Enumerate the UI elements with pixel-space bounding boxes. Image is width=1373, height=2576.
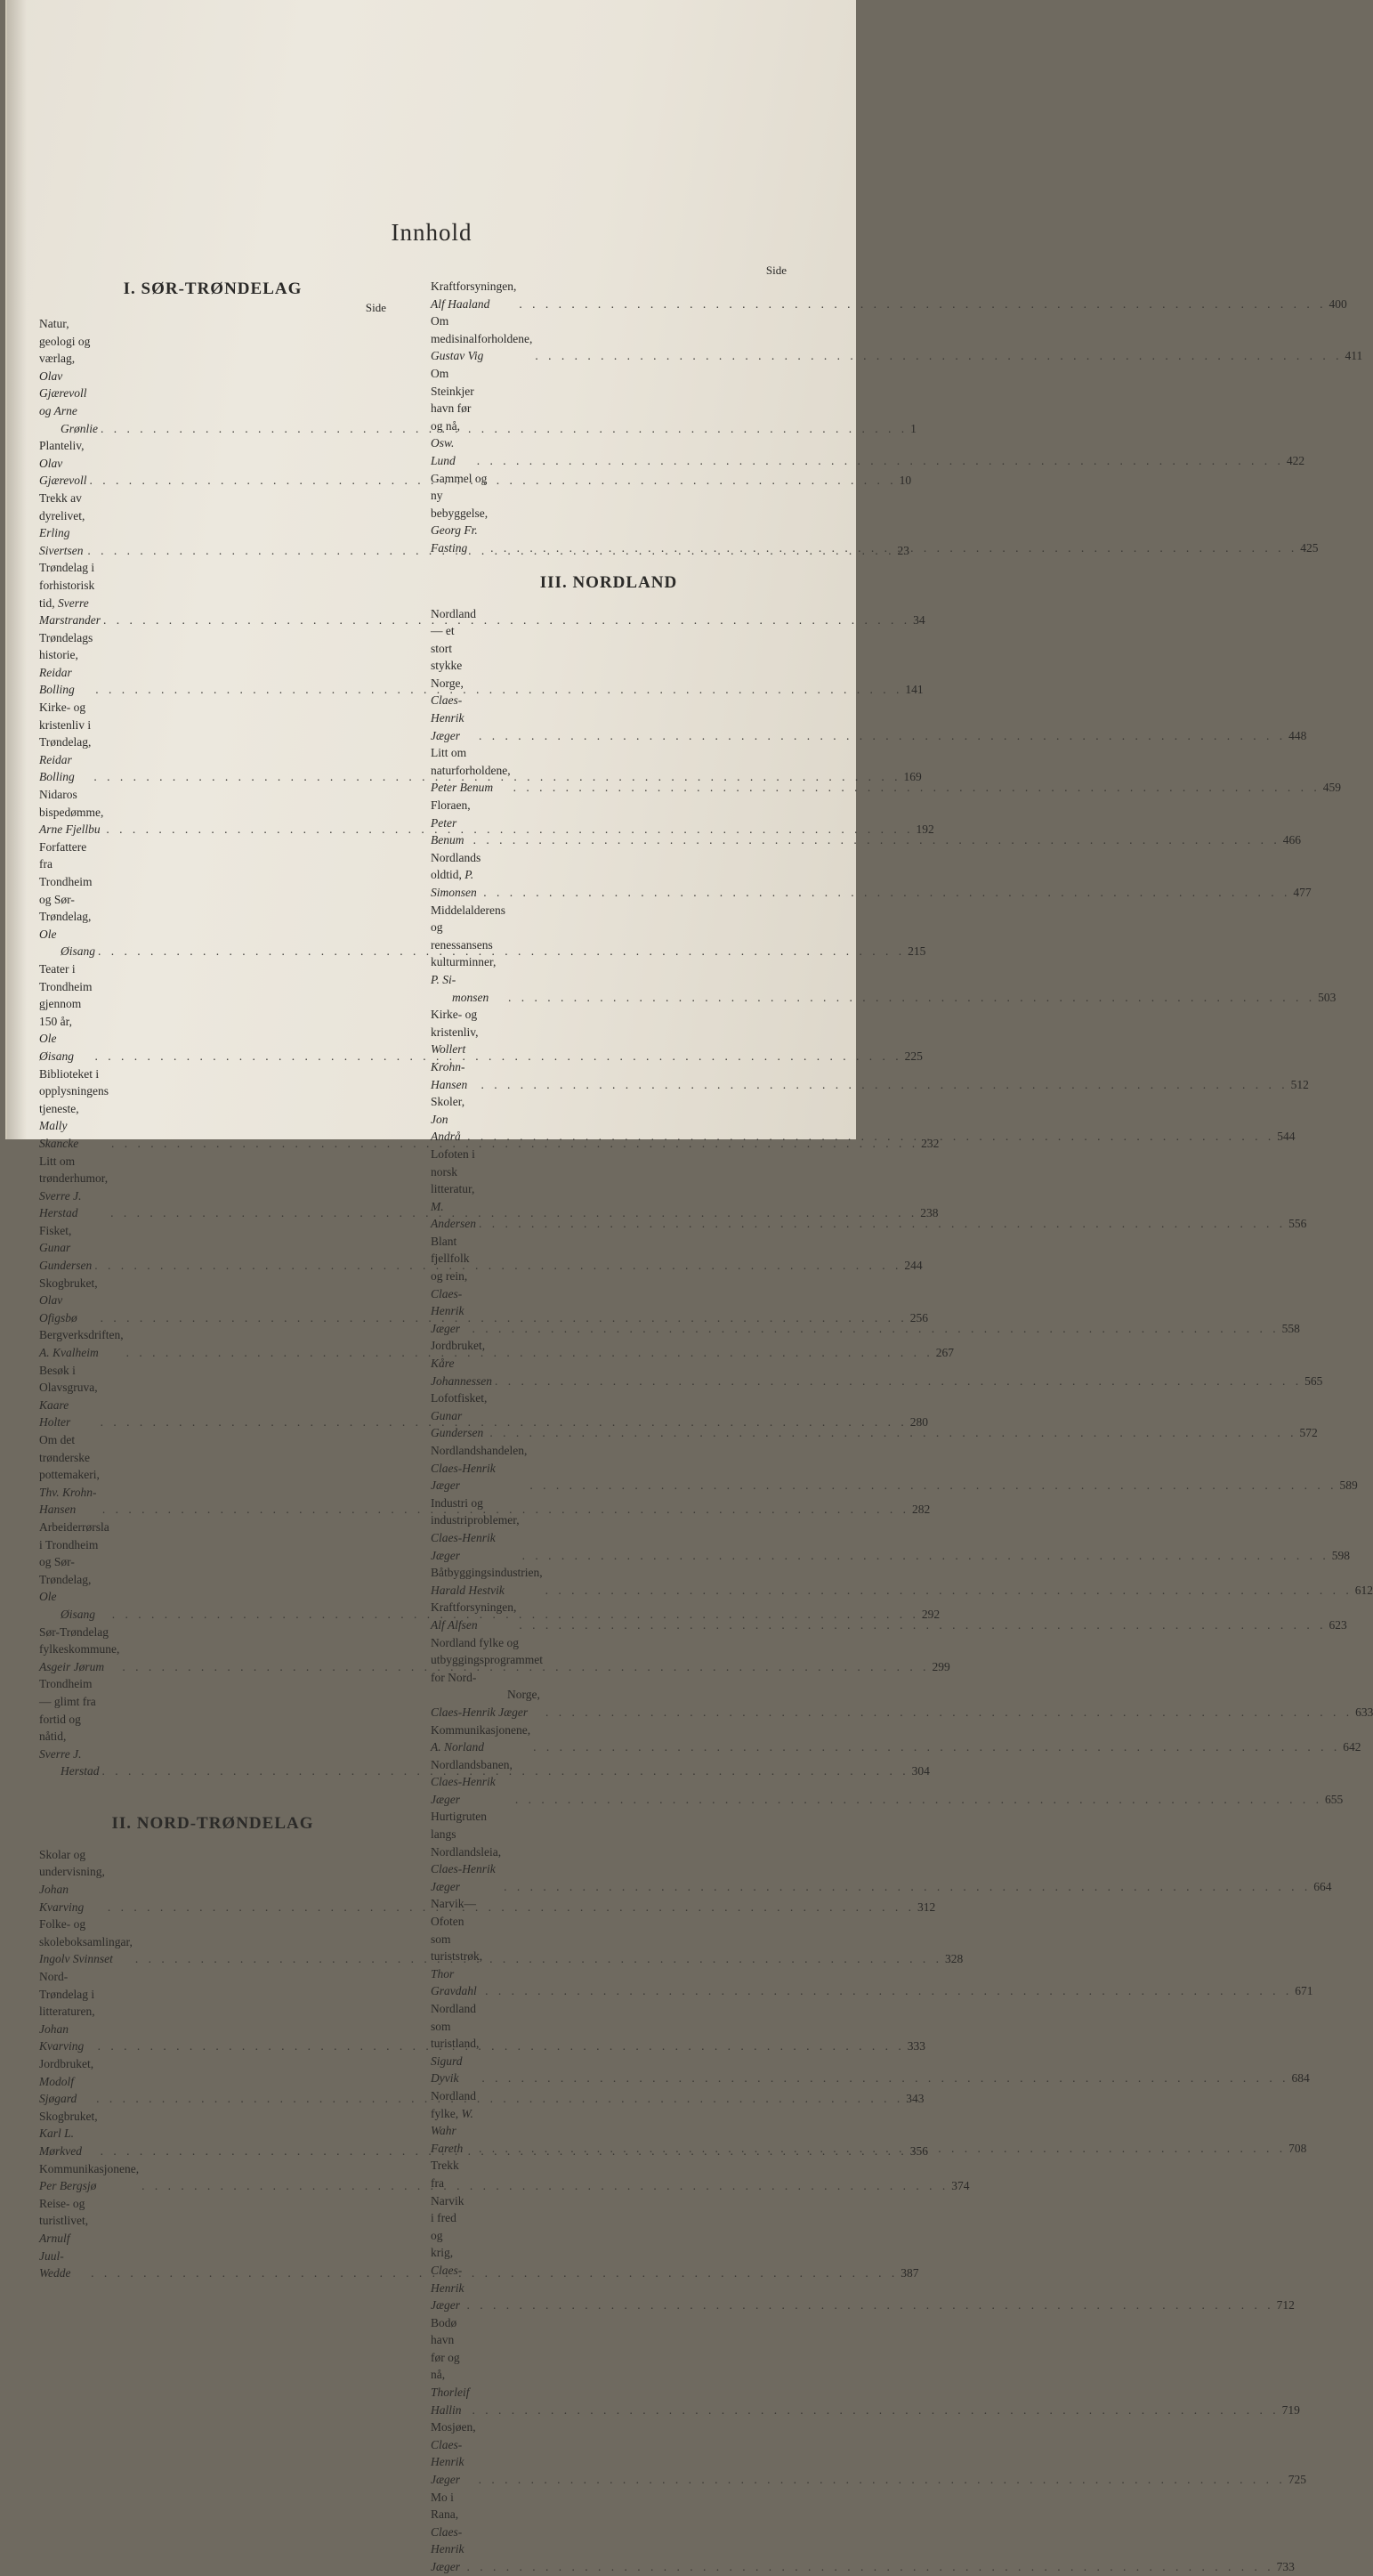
- side-label: Side: [365, 301, 386, 314]
- entry-author-continuation: Grønlie: [61, 421, 98, 435]
- entry-author: W. Wahr Fareth: [431, 2106, 473, 2155]
- entry-author: Olav Gjærevoll og Arne: [39, 369, 87, 417]
- entry-title: Nord-Trøndelag i litteraturen,: [39, 1970, 95, 2019]
- entry-page-number: 733: [1276, 2560, 1295, 2573]
- entry-title: Arbeiderrørsla i Trondheim og Sør-Trøndelag,: [39, 1519, 109, 1586]
- entry-page-number: 623: [1329, 1617, 1347, 1632]
- entry-page-number: 387: [901, 2266, 919, 2280]
- entry-title: Litt om naturforholdene,: [431, 746, 511, 777]
- dot-leader: [508, 989, 1315, 1007]
- entry-author-continuation: Øisang: [61, 1607, 96, 1621]
- entry-author-continuation: monsen: [452, 990, 489, 1004]
- entry-title: Lofotfisket,: [431, 1391, 488, 1405]
- entry-author: Johan Kvarving: [39, 1883, 85, 1914]
- entry-title: Trekk av dyrelivet,: [39, 490, 85, 522]
- entry-title: Nordlands oldtid,: [431, 850, 481, 882]
- entry-text-block: [431, 2314, 470, 2419]
- entry-author: Arnulf Juul-Wedde: [39, 2231, 71, 2280]
- entry-author-continuation: Herstad: [61, 1764, 100, 1778]
- entry-text-block: [431, 2000, 479, 2087]
- entry-title: Nordlandshandelen,: [431, 1444, 528, 1457]
- entry-page-number: 719: [1281, 2402, 1300, 2417]
- toc-entry: [431, 2418, 1306, 2488]
- entry-title: Narvik—Ofoten som turiststrøk,: [431, 1897, 483, 1964]
- entry-page-number: 141: [905, 683, 924, 697]
- dot-leader: [467, 1128, 1274, 1146]
- entry-text-block: [431, 2489, 464, 2576]
- entry-page-number: 556: [1288, 1217, 1307, 1231]
- dot-leader: [483, 884, 1290, 902]
- entry-page-number: 374: [951, 2179, 970, 2193]
- dot-leader: [485, 1982, 1292, 2000]
- entry-text-block: [431, 2087, 476, 2157]
- dot-leader: [504, 1878, 1311, 1896]
- toc-entry: [431, 1721, 1361, 1756]
- entry-text-block: [431, 470, 488, 557]
- entry-text-block: [431, 1599, 516, 1633]
- toc-entry: [431, 365, 1305, 470]
- entry-author: Thorleif Hallin: [431, 2386, 470, 2417]
- dot-leader: [515, 1791, 1322, 1809]
- entry-author: Ingolv Svinnset: [39, 1952, 113, 1966]
- entry-page-number: 459: [1322, 781, 1341, 795]
- entry-text-block: [431, 1756, 513, 1809]
- entry-author: Georg Fr. Fasting: [431, 523, 478, 555]
- entry-text-block: [39, 1431, 100, 1519]
- entry-text-block: [39, 1362, 98, 1431]
- dot-leader: [533, 1738, 1340, 1756]
- entry-text-block: [39, 699, 91, 786]
- dot-leader: [490, 539, 1297, 557]
- entry-page-number: 598: [1331, 1548, 1350, 1562]
- entry-page-number: 225: [904, 1049, 923, 1063]
- entry-title: Om det trønderske pottemakeri,: [39, 1433, 100, 1482]
- entry-author: Ole: [39, 1590, 57, 1604]
- entry-author: Claes-Henrik Jæger: [431, 2263, 464, 2313]
- dot-leader: [477, 452, 1284, 470]
- entry-title: Fisket,: [39, 1223, 72, 1237]
- entry-title: Nidaros bispedømme,: [39, 788, 104, 819]
- entry-title: Natur, geologi og værlag,: [39, 317, 91, 366]
- entry-page-number: 671: [1295, 1984, 1313, 1998]
- entry-title: Industri og industriproblemer,: [431, 1495, 520, 1527]
- entry-author: Sigurd Dyvik: [431, 2054, 463, 2086]
- entry-text-block: [39, 1968, 95, 2055]
- dot-leader: [479, 2471, 1286, 2489]
- entry-title: Blant fjellfolk og rein,: [431, 1234, 470, 1284]
- entry-page-number: 466: [1282, 833, 1301, 847]
- entry-text-block: [39, 1916, 133, 1968]
- entry-author: Thor Gravdahl: [431, 1966, 477, 1998]
- entry-title: Nordland fylke og utbyggingsprogrammet for Nord-: [431, 1635, 543, 1684]
- entry-author: Olav Gjærevoll: [39, 456, 87, 488]
- entry-title: Folke- og skoleboksamlingar,: [39, 1917, 133, 1948]
- entry-author: A. Kvalheim: [39, 1346, 99, 1360]
- entry-author: Reidar Bolling: [39, 752, 75, 784]
- dot-leader: [466, 2297, 1273, 2314]
- entry-page-number: 655: [1324, 1792, 1344, 1806]
- toc-entry: [431, 1564, 1373, 1599]
- entry-title: Trøndelags historie,: [39, 630, 93, 662]
- entry-page-number: 589: [1339, 1478, 1358, 1493]
- entry-author: Per Bergsjø: [39, 2179, 97, 2193]
- entry-title: Om medisinalforholdene,: [431, 314, 533, 345]
- entry-text-block: [431, 744, 511, 797]
- dot-leader: [479, 1215, 1286, 1233]
- entry-text-block: [431, 312, 532, 365]
- entry-author: M. Andersen: [431, 1199, 476, 1231]
- entry-page-number: 612: [1354, 1583, 1373, 1597]
- entry-title: Kirke- og kristenliv,: [431, 1008, 479, 1039]
- entry-page-number: 544: [1277, 1130, 1296, 1144]
- entry-text-block: [431, 902, 505, 1007]
- entry-text-block: [431, 1808, 501, 1895]
- toc-entry: [431, 312, 1363, 365]
- toc-entry: [431, 1442, 1358, 1495]
- entry-author: Erling Sivertsen: [39, 526, 84, 557]
- entry-text-block: [39, 559, 101, 628]
- entry-title-continuation: Norge,: [507, 1688, 540, 1702]
- entry-text-block: [39, 1675, 100, 1780]
- dot-leader: [481, 2070, 1288, 2087]
- dot-leader: [545, 1582, 1353, 1600]
- entry-text-block: [39, 1065, 109, 1153]
- entry-author: Claes-Henrik Jæger: [431, 1286, 464, 1335]
- entry-title: Besøk i Olavsgruva,: [39, 1363, 98, 1395]
- entry-title: Gammel og ny bebyggelse,: [431, 471, 489, 520]
- entry-title: Mo i Rana,: [431, 2490, 459, 2522]
- section-heading-sor-trondelag: I. SØR-TRØNDELAG: [123, 279, 303, 298]
- entry-page-number: 712: [1276, 2298, 1295, 2313]
- entry-author: Kaare Holter: [39, 1397, 71, 1430]
- entry-author: Olav Ofigsbø: [39, 1293, 77, 1324]
- entry-page-number: 684: [1291, 2071, 1310, 2086]
- entry-page-number: 477: [1293, 886, 1312, 899]
- entry-page-number: 328: [944, 1952, 964, 1966]
- entry-title: Kirke- og kristenliv i Trøndelag,: [39, 701, 92, 749]
- entry-author: Ole Øisang: [39, 1032, 75, 1063]
- entry-author: Peter Benum: [431, 781, 494, 795]
- entry-page-number: 708: [1288, 2141, 1307, 2155]
- entry-text-block: [39, 2055, 93, 2108]
- entry-page-number: 1: [910, 421, 917, 435]
- dot-leader: [466, 2558, 1273, 2576]
- entry-page-number: 312: [917, 1900, 936, 1914]
- toc-entry: [39, 2160, 970, 2195]
- entry-author: Alf Alfsen: [431, 1617, 478, 1632]
- entry-page-number: 292: [921, 1607, 941, 1621]
- entry-page-number: 215: [908, 944, 926, 959]
- entry-text-block: [39, 2195, 88, 2282]
- toc-entry: [431, 2314, 1300, 2419]
- entry-text-block: [39, 1222, 92, 1275]
- entry-title: Kommunikasjonene,: [39, 2161, 140, 2175]
- entry-title: Kraftforsyningen,: [431, 1600, 517, 1615]
- entry-text-block: [39, 2108, 98, 2160]
- entry-author: Jon Andrå: [431, 1112, 461, 1144]
- toc-entry: [431, 2489, 1295, 2576]
- entry-author: Peter Benum: [431, 815, 464, 847]
- entry-page-number: 411: [1345, 349, 1363, 363]
- entry-title: Nordland — et stort stykke Norge,: [431, 606, 476, 690]
- dot-leader: [479, 727, 1286, 745]
- dot-leader: [529, 1477, 1337, 1495]
- entry-title: Sør-Trøndelag fylkeskommune,: [39, 1624, 120, 1657]
- entry-author: Claes-Henrik Jæger: [431, 1862, 496, 1893]
- entry-title: Kommunikasjonene,: [431, 1722, 531, 1737]
- entry-text-block: [431, 2418, 476, 2488]
- entry-author: Sverre J.: [39, 1746, 82, 1761]
- entry-author: Alf Haaland: [431, 296, 490, 311]
- entry-page-number: 244: [904, 1259, 923, 1273]
- entry-title: Nordland fylke,: [431, 2088, 476, 2120]
- page-title: Innhold: [391, 219, 472, 246]
- entry-text-block: [431, 1721, 530, 1756]
- dot-leader: [489, 1424, 1296, 1442]
- entry-page-number: 558: [1281, 1321, 1300, 1335]
- entry-author: Thv. Krohn-Hansen: [39, 1485, 97, 1517]
- entry-text-block: [39, 437, 86, 490]
- dot-leader: [481, 1076, 1288, 1094]
- entry-page-number: 664: [1313, 1879, 1332, 1893]
- entry-text-block: [431, 1006, 479, 1093]
- entry-title: Floraen,: [431, 798, 471, 813]
- entry-text-block: [39, 1153, 108, 1222]
- entry-title: Litt om trønderhumor,: [39, 1154, 109, 1186]
- entry-text-block: [431, 1564, 543, 1599]
- entry-title: Biblioteket i opplysningens tjeneste,: [39, 1066, 109, 1115]
- entry-page-number: 232: [921, 1136, 940, 1150]
- entry-page-number: 282: [911, 1503, 931, 1517]
- entry-title: Planteliv,: [39, 439, 85, 453]
- entry-text-block: [39, 1846, 105, 1916]
- entry-page-number: 572: [1299, 1426, 1318, 1440]
- entry-title: Skoler,: [431, 1095, 465, 1109]
- entry-page-number: 280: [909, 1415, 928, 1430]
- dot-leader: [519, 296, 1326, 313]
- entry-title: Nordlandsbanen,: [431, 1757, 513, 1771]
- entry-author: Johan Kvarving: [39, 2021, 85, 2054]
- entry-title: Skolar og undervisning,: [39, 1847, 105, 1879]
- entry-text-block: [431, 1233, 469, 1338]
- entry-author: Gustav Vig: [431, 349, 484, 363]
- dot-leader: [545, 1704, 1353, 1721]
- book-page: [5, 0, 1373, 2573]
- entry-text-block: [431, 1895, 482, 2000]
- dot-leader: [522, 1547, 1329, 1565]
- entry-title: Hurtigruten langs Nordlandsleia,: [431, 1810, 502, 1859]
- dot-leader: [495, 1373, 1302, 1390]
- entry-text-block: [431, 605, 476, 745]
- entry-page-number: 10: [899, 474, 912, 488]
- entry-page-number: 333: [907, 2039, 925, 2054]
- entry-text-block: [431, 278, 516, 312]
- entry-author: Claes-Henrik Jæger: [431, 1705, 529, 1719]
- toc-entry: [431, 849, 1312, 902]
- entry-title: Jordbruket,: [39, 2057, 94, 2070]
- entry-author: Reidar Bolling: [39, 665, 75, 697]
- entry-page-number: 23: [897, 543, 909, 557]
- entry-text-block: [431, 1442, 527, 1495]
- entry-author: Claes-Henrik Jæger: [431, 2524, 464, 2573]
- entry-author: Sverre J. Herstad: [39, 1188, 82, 1220]
- entry-page-number: 34: [913, 613, 925, 628]
- entry-text-block: [431, 797, 471, 849]
- entry-title: Lofoten i norsk litteratur,: [431, 1146, 475, 1196]
- entry-text-block: [431, 2157, 464, 2313]
- entry-text-block: [39, 786, 103, 838]
- entry-author: Osw. Lund: [431, 436, 456, 467]
- entry-title: Bodø havn før og nå,: [431, 2315, 460, 2382]
- section-heading-nord-trondelag: II. NORD-TRØNDELAG: [111, 1813, 314, 1833]
- entry-page-number: 422: [1286, 453, 1305, 467]
- entry-author: Harald Hestvik: [431, 1583, 505, 1597]
- entry-page-number: 448: [1288, 728, 1307, 742]
- entry-author: Claes-Henrik Jæger: [431, 2437, 464, 2487]
- entry-page-number: 503: [1318, 990, 1337, 1004]
- section-heading-nordland: III. NORDLAND: [539, 572, 678, 592]
- entry-author: P. Simonsen: [431, 868, 477, 899]
- entry-page-number: 725: [1288, 2473, 1306, 2487]
- entry-title: Reise- og turistlivet,: [39, 2196, 89, 2228]
- entry-page-number: 565: [1304, 1373, 1323, 1388]
- entry-page-number: 356: [909, 2143, 928, 2158]
- entry-page-number: 400: [1329, 296, 1347, 311]
- toc-entry: [431, 278, 1347, 312]
- entry-title: Båtbyggingsindustrien,: [431, 1566, 543, 1580]
- entry-page-number: 343: [906, 2092, 925, 2106]
- entry-title: Trøndelag i forhistorisk tid,: [39, 561, 95, 610]
- entry-text-block: [431, 1389, 487, 1442]
- entry-page-number: 633: [1355, 1705, 1373, 1719]
- entry-text-block: [431, 1495, 520, 1564]
- entry-text-block: [39, 315, 98, 437]
- entry-title: Nordland som turistland,: [431, 2002, 480, 2051]
- entry-author: Asgeir Jørum: [39, 1659, 105, 1673]
- entry-text-block: [39, 1624, 119, 1676]
- entry-title: Forfattere fra Trondheim og Sør-Trøndelag,: [39, 839, 93, 924]
- entry-author: Claes-Henrik Jæger: [431, 1775, 496, 1806]
- dot-leader: [472, 2402, 1280, 2419]
- entry-title: Trekk fra Narvik i fred og krig,: [431, 2159, 464, 2260]
- entry-author: Claes-Henrik Jæger: [431, 693, 464, 742]
- entry-author: Kåre Johannessen: [431, 1357, 492, 1388]
- entry-page-number: 304: [911, 1764, 930, 1778]
- entry-title: Bergverksdriften,: [39, 1328, 124, 1342]
- entry-text-block: [431, 1337, 492, 1389]
- side-label-right: Side: [765, 263, 787, 277]
- entry-author: Karl L. Mørkved: [39, 2126, 82, 2158]
- entry-page-number: 192: [916, 822, 934, 837]
- dot-leader: [479, 2140, 1286, 2158]
- entry-author: Claes-Henrik Jæger: [431, 1461, 496, 1493]
- entry-text-block: [39, 2160, 139, 2195]
- entry-page-number: 299: [932, 1659, 950, 1673]
- entry-author: Sverre Marstrander: [39, 595, 101, 628]
- entry-text-block: [431, 365, 474, 470]
- entry-author: Arne Fjellbu: [39, 822, 101, 837]
- entry-title: Om Steinkjer havn før og nå,: [431, 366, 474, 433]
- entry-text-block: [39, 1326, 124, 1361]
- entry-title: Skogbruket,: [39, 2109, 98, 2123]
- entry-author: Gunar Gundersen: [431, 1408, 484, 1440]
- entry-text-block: [431, 1146, 476, 1233]
- entry-text-block: [39, 838, 95, 960]
- entry-author: Modolf Sjøgard: [39, 2074, 77, 2106]
- entry-page-number: 238: [920, 1206, 939, 1220]
- entry-author: Mally Skancke: [39, 1119, 79, 1150]
- entry-author: A. Norland: [431, 1740, 485, 1754]
- entry-title: Kraftforsyningen,: [431, 279, 517, 293]
- entry-title: Jordbruket,: [431, 1339, 486, 1353]
- toc-entry: [431, 1808, 1332, 1895]
- entry-page-number: 512: [1290, 1077, 1309, 1091]
- entry-page-number: 169: [903, 770, 922, 784]
- entry-text-block: [39, 1275, 98, 1327]
- entry-title: Middelalderens og renessansens kulturminner,: [431, 903, 505, 969]
- entry-title: Skogbruket,: [39, 1276, 98, 1290]
- entry-text-block: [431, 1093, 464, 1146]
- dot-leader: [519, 1616, 1326, 1634]
- entry-text-block: [39, 490, 85, 559]
- entry-text-block: [39, 960, 93, 1065]
- dot-leader: [473, 831, 1280, 849]
- entry-text-block: [39, 1519, 109, 1624]
- dot-leader: [513, 779, 1321, 797]
- entry-title: Teater i Trondheim gjennom 150 år,: [39, 961, 93, 1028]
- entry-author: Gunar Gundersen: [39, 1241, 93, 1273]
- entry-author: Claes-Henrik Jæger: [431, 1530, 496, 1562]
- entry-page-number: 256: [909, 1310, 928, 1324]
- entry-page-number: 267: [935, 1346, 954, 1360]
- entry-text-block: [39, 629, 93, 699]
- entry-text-block: [431, 849, 481, 902]
- entry-title: Trondheim — glimt fra fortid og nåtid,: [39, 1677, 96, 1744]
- entry-page-number: 642: [1343, 1740, 1361, 1754]
- entry-author: Wollert Krohn-Hansen: [431, 1042, 468, 1091]
- entry-title: Mosjøen,: [431, 2420, 476, 2434]
- entry-author-continuation: Øisang: [61, 944, 96, 959]
- entry-text-block: [431, 1634, 543, 1721]
- entry-author: Ole: [39, 927, 57, 941]
- entry-page-number: 425: [1300, 540, 1319, 555]
- dot-leader: [472, 1320, 1279, 1338]
- entry-author: P. Si-: [431, 972, 456, 986]
- dot-leader: [535, 347, 1342, 365]
